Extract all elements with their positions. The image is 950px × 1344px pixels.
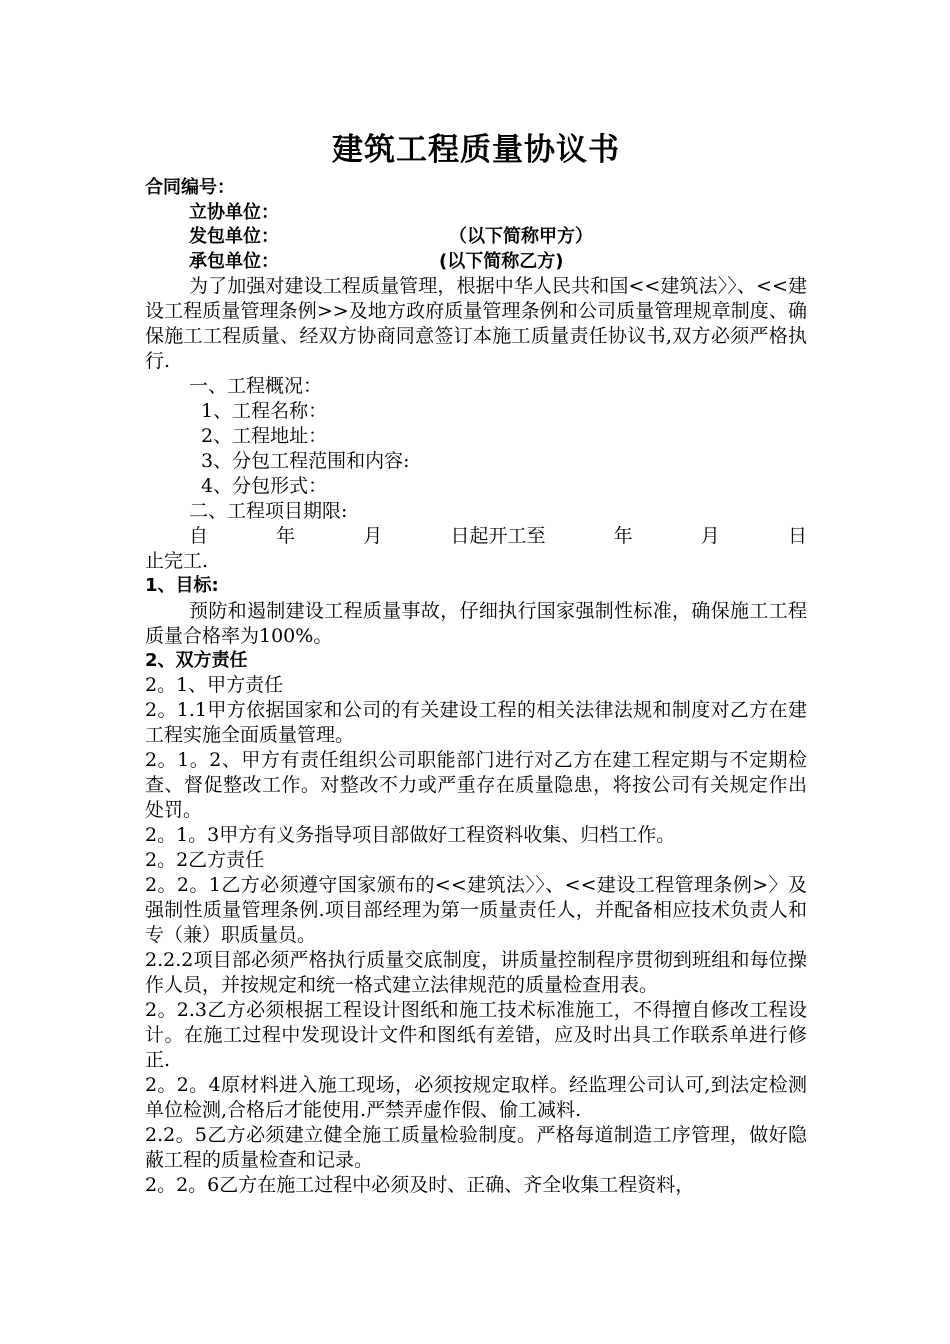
document-title: 建筑工程质量协议书 [332,132,620,168]
overview-item: 3、分包工程范围和内容: [201,450,410,472]
period-word: 月 [363,525,383,547]
clause-paragraph: 2。2。1乙方必须遵守国家颁布的<<建筑法〉〉、<<建设工程管理条例>〉及强制性质量管理条例.项目部经理为第一质量责任人，并配备相应技术负责人和专（兼）职质量员。 [145,874,807,946]
contractor-line [145,225,807,250]
overview-item: 2、工程地址： [201,425,328,447]
clause-paragraph: 2。2。6乙方在施工过程中必须及时、正确、齐全收集工程资料， [145,1174,695,1196]
signing-unit: 立协单位： [189,201,279,223]
overview-item: 1、工程名称： [201,400,328,422]
overview-heading: 一、工程概况： [189,375,323,397]
period-word: 自 [189,525,209,547]
subcontractor-line [145,250,807,275]
clause-paragraph: 2。1.1甲方依据国家和公司的有关建设工程的相关法律法规和制度对乙方在建工程实施全面质量管理。 [145,699,807,746]
period-word: 年 [276,525,296,547]
clause-paragraph: 2。2。4原材料进入施工现场，必须按规定取样。经监理公司认可,到法定检测单位检测,合格后才能使用.严禁弄虚作假、偷工减料. [145,1074,807,1121]
overview-item: 4、分包形式： [201,475,328,497]
clause-paragraph: 2.2。5乙方必须建立健全施工质量检验制度。严格每道制造工序管理，做好隐蔽工程的质量检查和记录。 [145,1124,807,1171]
period-word: 日 [787,525,807,547]
party-a-heading: 2。1、甲方责任 [145,674,284,696]
contractor-note: （以下简称甲方） [449,226,593,247]
contract-number: 合同编号： [145,177,235,198]
period-word: 年 [613,525,633,547]
goal-heading: 1、目标: [145,575,219,596]
goal-paragraph: 预防和遏制建设工程质量事故，仔细执行国家强制性标准，确保施工工程质量合格率为100%。 [145,599,807,647]
clause-paragraph: 2。1。2、甲方有责任组织公司职能部门进行对乙方在建工程定期与不定期检查、督促整改工作。对整改不力或严重存在质量隐患，将按公司有关规定作出处罚。 [145,749,807,821]
document-body [145,126,807,1198]
period-tail: 止完工. [145,550,209,572]
period-word: 月 [700,525,720,547]
subcontractor-label: 承包单位： [189,250,279,272]
intro-paragraph: 为了加强对建设工程质量管理，根据中华人民共和国<<建筑法〉〉、<<建设工程质量管理条例>>及地方政府质量管理条例和公司质量管理规章制度、确保施工工程质量、经双方协商同意签订本施工质量责任协议书,双方必须严格执行. [145,275,807,372]
period-word: 日起开工至 [450,525,546,547]
clause-paragraph: 2。2.3乙方必须根据工程设计图纸和施工技术标准施工，不得擅自修改工程设计。在施工过程中发现设计文件和图纸有差错，应及时出具工作联系单进行修正. [145,999,807,1071]
period-heading: 二、工程项目期限: [189,500,348,522]
period-dates-line [145,524,807,549]
contractor-label: 发包单位： [189,226,279,247]
party-b-heading: 2。2乙方责任 [145,849,265,871]
clause-paragraph: 2.2.2项目部必须严格执行质量交底制度，讲质量控制程序贯彻到班组和每位操作人员，并按规定和统一格式建立法律规范的质量检查用表。 [145,949,807,996]
subcontractor-note: (以下简称乙方) [439,250,564,272]
clause-paragraph: 2。1。3甲方有义务指导项目部做好工程资料收集、归档工作。 [145,824,676,846]
duties-heading: 2、双方责任 [145,649,248,671]
